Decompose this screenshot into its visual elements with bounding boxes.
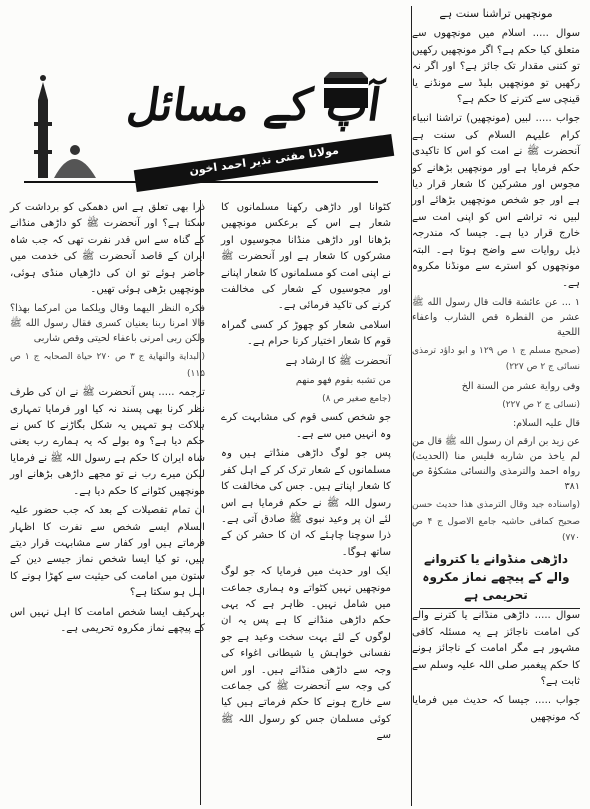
hadith-1-variant: وفی روایة عشر من السنة الخ <box>461 380 580 392</box>
minaret-icon <box>34 75 96 178</box>
quote-reference: (جامع صغیر ص ۸) <box>322 394 391 405</box>
answer-1: جواب ..... لبیں (مونچھیں) تراشنا انبیاء کرام علیہم السلام کی سنت ہے آنحضرت ﷺ نے امت کو اس کا تاکیدی حکم فرمایا ہے اور مونچھیں بڑھانے کو مجوس اور مشرکین کا شعار قرار دیا ہے اور جو شخص مونچھیں بڑھائے اور لبیں نہ تراشے اس کو اپنی امت سے خارج قرار دیا ہے۔ جیسا کہ مندرجہ ذیل روایات سے واضح ہوتا ہے۔ البتہ مونچھوں کو استرے سے مونڈنا مکروہ ہے۔ <box>412 113 580 289</box>
paragraph: ترجمہ ..... پس آنحضرت ﷺ نے ان کی طرف نظر کرنا بھی پسند نہ کیا اور فرمایا تمہاری ہلاکت ہو تمہیں یہ شکل بگاڑنے کا کس نے حکم دیا ہے؟ وہ بولے کہ یہ ہمارے رب یعنی شاہ ایران کا حکم ہے رسول اللہ ﷺ نے فرمایا لیکن میرے رب نے تو مجھے داڑھی بڑھانے اور مونچھیں کٹوانے کا حکم دیا ہے۔ <box>10 387 205 497</box>
banner-title: آپ کے مسائل <box>124 80 384 131</box>
quote-reference: (البدایة والنهایة ج ۳ ص ۲۷۰ حیاة الصحابہ ج ۱ ص ۱۱۵) <box>10 352 205 379</box>
arabic-quote: فکره النظر الیهما وقال ویلکما من امرکما بهذا؟ قالا امرنا ربنا یعنیان کسری فقال رسول الله ﷺ ولکن ربی امرنی باعفاء لحیتی وقص شاربی <box>10 303 205 345</box>
hadith-2-note: (واسناده جید وقال الترمذی هذا حدیث حسن صحیح کمافی حاشیہ جامع الاصول ج ۴ ص ۷۷۰) <box>412 500 581 543</box>
right-column <box>412 6 580 729</box>
column-banner <box>24 60 384 185</box>
question-2: سوال ..... داڑھی منڈانے یا کترنے والے کی امامت ناجائز ہے یہ مسئلہ کافی مشہور ہے مگر امامت کے ناجائز ہونے کا حکم پیغمبر صلی اللہ علیہ وسلم سے ثابت ہے؟ <box>412 610 580 687</box>
question-1: سوال ..... اسلام میں مونچھوں سے متعلق کیا حکم ہے؟ اگر مونچھیں رکھیں تو کتنی مقدار تک جائز ہے؟ اور اگر نہ رکھیں تو مونچھیں بلیڈ سے مونڈنے یا قینچی سے کترنے کا حکم ہے؟ <box>412 28 580 106</box>
author-name: مولانا مفتی نذیر احمد اخون <box>188 143 340 178</box>
section-heading: داڑھی منڈوانے یا کتروانے والے کے پیچھے نماز مکروہ تحریمی ہے <box>422 552 570 603</box>
paragraph: ان تمام تفصیلات کے بعد کہ جب حضور علیہ السلام ایسے شخص سے نفرت کا اظہار فرماتے ہیں اور کفار سے مشابہت قرار دیتے ہیں، تو کیا ایسا شخص نماز جیسے دین کے ستون میں امامت کی حیثیت سے کھڑا ہونے کا اہل ہو سکتا ہے؟ <box>10 505 205 599</box>
paragraph: اسلامی شعار کو چھوڑ کر کسی گمراہ قوم کا شعار اختیار کرنا حرام ہے۔ <box>221 319 391 348</box>
hadith-2: عن زید بن ارقم ان رسول الله ﷺ قال من لم یاخذ من شاربه فلیس منا (الحدیث) رواہ احمد والترمذی والنسائی مشکوٰۃ ص ۳۸۱ <box>412 436 580 493</box>
arabic-quote: من تشبه بقوم فهو منهم <box>295 375 391 387</box>
answer-2: جواب ..... جیسا کہ حدیث میں فرمایا کہ مونچھیں <box>412 695 580 723</box>
paragraph: کٹوانا اور داڑھی رکھنا مسلمانوں کا شعار ہے اس کے برعکس مونچھیں بڑھانا اور داڑھی منڈانا مجوسیوں اور مشرکوں کا شعار ہے اور آنحضرت ﷺ نے اپنی امت کو مسلمانوں کا شعار اپنانے اور مجوسیوں کے شعار کی مخالفت کرنے کی تاکید فرمائی ہے۔ <box>221 202 391 312</box>
paragraph: ایک اور حدیث میں فرمایا کہ جو لوگ مونچھیں نہیں کٹواتے وہ ہماری جماعت میں شامل نہیں۔ ظاہر ہے کہ یہی حکم داڑھی منڈانے کا ہے پس یہ ان لوگوں کے لئے بہت سخت وعید ہے جو نفسانی خواہش یا شیطانی اغواء کی وجہ سے داڑھی منڈاتے ہیں۔ اور اس کی وجہ سے آنحضرت ﷺ کی جماعت سے خارج ہونے کا حکم فرماتے ہیں کیا کوئی مسلمان جس کو رسول اللہ ﷺ سے <box>221 566 391 742</box>
hadith-1-variant-reference: (نسائی ج ۲ ص ۲۲۷) <box>502 399 580 410</box>
paragraph: ذرا بھی تعلق ہے اس دھمکی کو برداشت کر سکتا ہے؟ اور آنحضرت ﷺ کو داڑھی منڈانے کے گناہ سے اس قدر نفرت تھی کہ جب شاہ ایران کے قاصد آنحضرت ﷺ کی خدمت میں حاضر ہوئے تو ان کی داڑھیاں منڈی ہوئی، مونچھیں بڑھی ہوئی تھیں۔ <box>10 202 205 296</box>
article-title: مونچھیں تراشنا سنت ہے <box>439 7 553 20</box>
paragraph: پس جو لوگ داڑھی منڈاتے ہیں وہ مسلمانوں کے شعار ترک کر کے اہل کفر کا شعار اپناتے ہیں۔ جس کی مخالفت کا رسول اللہ ﷺ نے حکم فرمایا ہے اس لئے ان پر وعید نبوی ﷺ صادق آتی ہے۔ ذرا سوچنا چاہئے کہ ان کا حشر کن کے ساتھ ہوگا۔ <box>221 448 391 558</box>
hadith-1-reference: (صحیح مسلم ج ۱ ص ۱۲۹ و ابو داؤد ترمذی نسائی ج ۲ ص ۲۲۷) <box>412 345 580 373</box>
middle-column <box>221 200 391 748</box>
hadith-2-intro: قال علیہ السلام: <box>512 418 580 430</box>
paragraph: آنحضرت ﷺ کا ارشاد ہے <box>285 355 391 367</box>
paragraph: جو شخص کسی قوم کی مشابہت کرے وہ انہیں میں سے ہے۔ <box>221 412 391 440</box>
paragraph: بہرکیف ایسا شخص امامت کا اہل نہیں اس کے پیچھے نماز مکروہ تحریمی ہے۔ <box>10 606 205 634</box>
left-column <box>10 200 205 640</box>
hadith-1: ١ ... عن عائشة قالت قال رسول الله ﷺ عشر من الفطرة قص الشارب واعفاء اللحية <box>412 296 580 338</box>
